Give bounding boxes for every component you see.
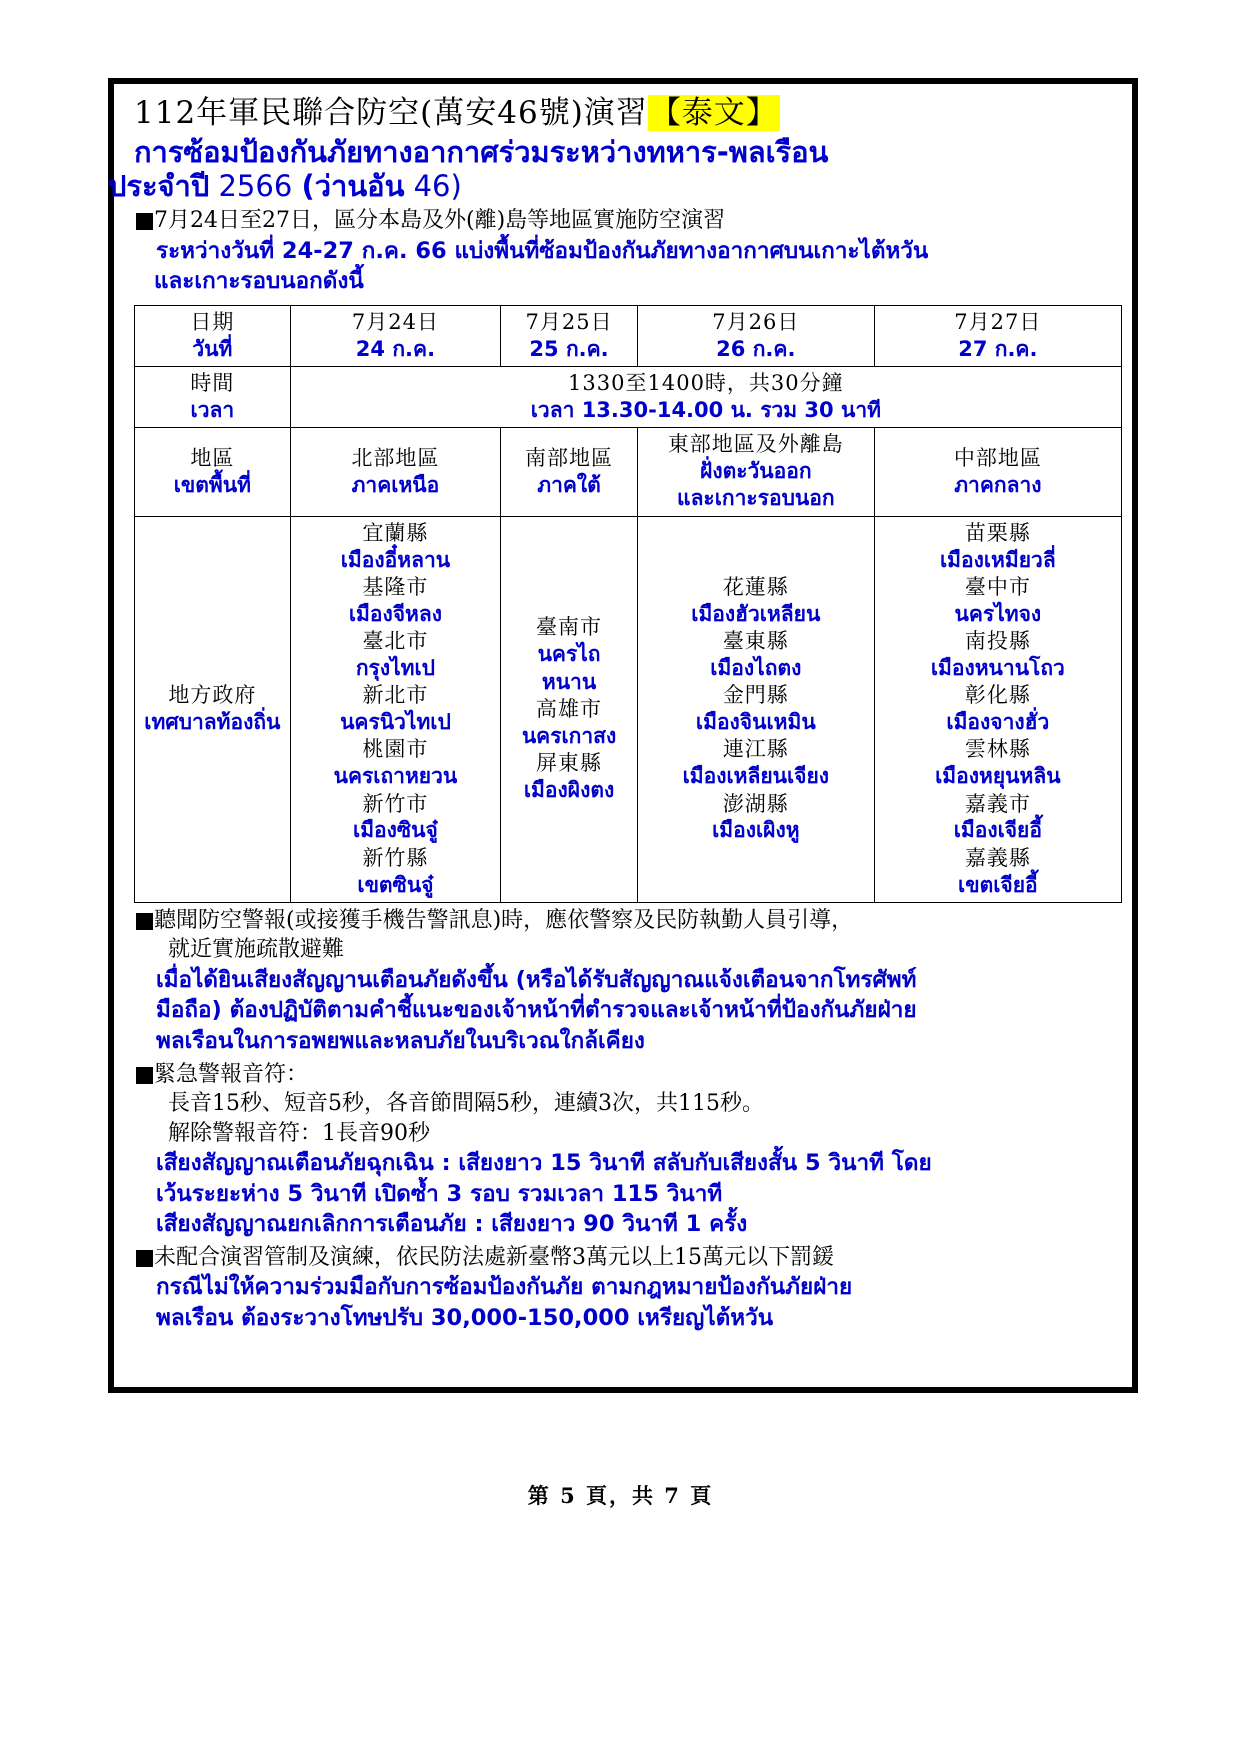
list-item: 連江縣 bbox=[722, 737, 789, 762]
list-item: เมืองหนานโถว bbox=[930, 655, 1065, 680]
region-cell-1-cn: 北部地區 bbox=[351, 445, 440, 470]
penalty-th-line2: พลเรือน ต้องระวางโทษปรับ 30,000-150,000 เหรียญไต้หวัน bbox=[156, 1304, 774, 1331]
date-cell-3-cn: 7月26日 bbox=[712, 309, 800, 334]
list-item: เมืองหยุนหลิน bbox=[935, 764, 1061, 789]
penalty-cn-line1: 未配合演習管制及演練，依民防法處新臺幣3萬元以上15萬元以下罰鍰 bbox=[154, 1244, 834, 1270]
gov-label-cn: 地方政府 bbox=[168, 683, 257, 708]
list-item: หนาน bbox=[541, 669, 597, 694]
list-item: 花蓮縣 bbox=[722, 574, 789, 599]
date-label-cn: 日期 bbox=[190, 309, 235, 334]
tones-cn-line2: 解除警報音符：1長音90秒 bbox=[168, 1120, 430, 1146]
date-cell-1-cn: 7月24日 bbox=[351, 309, 439, 334]
list-item: เมืองฮัวเหลียน bbox=[691, 601, 821, 626]
alarm-cn-line2: 就近實施疏散避難 bbox=[168, 937, 345, 963]
list-item: 新北市 bbox=[362, 683, 429, 708]
gov-cell-south bbox=[501, 516, 638, 902]
table-row-region bbox=[135, 428, 1122, 516]
date-row-label bbox=[135, 305, 291, 366]
date-cell-3 bbox=[637, 305, 874, 366]
title-chinese-text: 112年軍民聯合防空(萬安46號)演習 bbox=[134, 95, 648, 131]
tones-cn-heading: 緊急警報音符： bbox=[154, 1061, 309, 1087]
black-square-bullet-icon bbox=[136, 213, 153, 230]
list-item: เมืองจินเหมิน bbox=[695, 710, 816, 735]
list-item: 宜蘭縣 bbox=[362, 520, 429, 545]
region-cell-2 bbox=[501, 428, 638, 516]
title-thai-wanan-label: (ว่านอัน bbox=[301, 168, 405, 203]
date-cell-4-cn: 7月27日 bbox=[954, 309, 1042, 334]
list-item: 新竹縣 bbox=[362, 845, 429, 870]
list-item: 嘉義縣 bbox=[964, 845, 1031, 870]
region-cell-3-th2: และเกาะรอบนอก bbox=[677, 486, 835, 511]
list-item: 臺南市 bbox=[536, 615, 603, 640]
intro-thai-line1: ระหว่างวันที่ 24-27 ก.ค. 66 แบ่งพื้นที่ซ้อมป้องกันภัยทางอากาศบนเกาะไต้หวัน bbox=[156, 237, 929, 264]
list-item: 嘉義市 bbox=[964, 791, 1031, 816]
list-item: 新竹市 bbox=[362, 791, 429, 816]
penalty-bullet-row bbox=[136, 1243, 1128, 1272]
intro-chinese: 7月24日至27日，區分本島及外(離)島等地區實施防空演習 bbox=[154, 208, 726, 234]
tones-th-line2: เว้นระยะห่าง 5 วินาที เปิดซ้ำ 3 รอบ รวมเวลา 115 วินาที bbox=[156, 1180, 723, 1207]
gov-cell-east bbox=[637, 516, 874, 902]
tones-th-line1: เสียงสัญญาณเตือนภัยฉุกเฉิน : เสียงยาว 15 วินาที สลับกับเสียงสั้น 5 วินาที โดย bbox=[156, 1149, 932, 1176]
time-value-th: เวลา 13.30-14.00 น. รวม 30 นาที bbox=[530, 397, 881, 422]
list-item: เมืองเหลียนเจียง bbox=[682, 764, 830, 789]
content-frame bbox=[108, 78, 1138, 1393]
intro-bullet-row bbox=[136, 206, 1128, 235]
region-cell-4-cn: 中部地區 bbox=[953, 445, 1042, 470]
region-cell-3-cn: 東部地區及外離島 bbox=[667, 432, 844, 457]
list-item: 屏東縣 bbox=[536, 750, 603, 775]
list-item: 臺中市 bbox=[964, 574, 1031, 599]
time-label-th: เวลา bbox=[190, 397, 235, 422]
list-item: นครเกาสง bbox=[521, 723, 617, 748]
region-cell-1-th: ภาคเหนือ bbox=[351, 472, 440, 497]
region-cell-3 bbox=[637, 428, 874, 516]
alarm-th-line3: พลเรือนในการอพยพและหลบภัยในบริเวณใกล้เคียง bbox=[156, 1027, 645, 1054]
list-item: เมืองซินจู๋ bbox=[353, 818, 438, 843]
tones-cn-line1: 長音15秒、短音5秒，各音節間隔5秒，連續3次，共115秒。 bbox=[168, 1091, 764, 1117]
region-cell-4-th: ภาคกลาง bbox=[954, 472, 1042, 497]
black-square-bullet-icon bbox=[136, 1250, 153, 1267]
date-cell-4-th: 27 ก.ค. bbox=[958, 336, 1038, 361]
region-cell-2-th: ภาคใต้ bbox=[537, 472, 601, 497]
table-row-local-government bbox=[135, 516, 1122, 902]
date-cell-2-cn: 7月25日 bbox=[525, 309, 613, 334]
list-item: 苗栗縣 bbox=[964, 520, 1031, 545]
list-item: กรุงไทเป bbox=[355, 655, 436, 680]
title-thai-year-label: ประจำปี bbox=[108, 168, 210, 203]
date-cell-1-th: 24 ก.ค. bbox=[355, 336, 436, 361]
time-value-cn: 1330至1400時，共30分鐘 bbox=[568, 371, 844, 396]
alarm-th-line2: มือถือ) ต้องปฏิบัติตามคำชี้แนะของเจ้าหน้าที่ตำรวจและเจ้าหน้าที่ป้องกันภัยฝ่าย bbox=[156, 997, 917, 1024]
list-item: เมืองอี๋หลาน bbox=[340, 547, 451, 572]
list-item: 彰化縣 bbox=[964, 683, 1031, 708]
list-item: เมืองเหมียวลี่ bbox=[939, 547, 1056, 572]
list-item: 臺東縣 bbox=[722, 629, 789, 653]
list-item: 臺北市 bbox=[362, 629, 429, 653]
list-item: เมืองจีหลง bbox=[348, 601, 443, 626]
region-cell-2-cn: 南部地區 bbox=[525, 445, 614, 470]
gov-list-south bbox=[503, 614, 635, 804]
list-item: เมืองไถตง bbox=[710, 655, 802, 680]
tones-bullet-row bbox=[136, 1060, 1128, 1089]
black-square-bullet-icon bbox=[136, 913, 153, 930]
gov-list-east bbox=[640, 574, 872, 845]
title-thai-line1: การซ้อมป้องกันภัยทางอากาศร่วมระหว่างทหาร-พลเรือน bbox=[134, 134, 829, 169]
region-cell-3-th: ฝั่งตะวันออก bbox=[700, 459, 812, 484]
list-item: นครไทจง bbox=[954, 601, 1042, 626]
region-row-label bbox=[135, 428, 291, 516]
intro-thai-line2: และเกาะรอบนอกดังนี้ bbox=[154, 268, 364, 295]
alarm-cn-line1: 聽聞防空警報(或接獲手機告警訊息)時，應依警察及民防執勤人員引導， bbox=[154, 907, 854, 933]
list-item: 桃園市 bbox=[362, 737, 429, 762]
list-item: 南投縣 bbox=[964, 629, 1031, 653]
tones-th-line3: เสียงสัญญาณยกเลิกการเตือนภัย : เสียงยาว 90 วินาที 1 ครั้ง bbox=[156, 1211, 748, 1238]
list-item: นครนิวไทเป bbox=[340, 710, 451, 735]
gov-cell-north bbox=[290, 516, 500, 902]
date-cell-3-th: 26 ก.ค. bbox=[716, 336, 796, 361]
gov-cell-central bbox=[874, 516, 1121, 902]
alarm-bullet-row bbox=[136, 906, 1128, 935]
date-label-th: วันที่ bbox=[192, 336, 233, 361]
date-cell-1 bbox=[290, 305, 500, 366]
date-cell-2 bbox=[501, 305, 638, 366]
time-label-cn: 時間 bbox=[190, 371, 235, 396]
page-footer: 第 5 頁，共 7 頁 bbox=[527, 1483, 714, 1508]
list-item: เมืองเจียอี้ bbox=[953, 818, 1042, 843]
list-item: 澎湖縣 bbox=[722, 791, 789, 816]
gov-list-north bbox=[293, 520, 498, 899]
list-item: 高雄市 bbox=[536, 696, 603, 721]
time-row-label bbox=[135, 367, 291, 428]
title-thai-year-value: 2566 bbox=[218, 168, 293, 203]
list-item: เมืองจางฮั่ว bbox=[946, 710, 1050, 735]
black-square-bullet-icon bbox=[136, 1067, 153, 1084]
alarm-th-line1: เมื่อได้ยินเสียงสัญญานเตือนภัยดังขึ้น (หรือได้รับสัญญาณแจ้งเตือนจากโทรศัพท์ bbox=[156, 966, 917, 993]
list-item: 雲林縣 bbox=[964, 737, 1031, 762]
date-cell-2-th: 25 ก.ค. bbox=[529, 336, 609, 361]
gov-label-th: เทศบาลท้องถิ่น bbox=[144, 710, 281, 735]
list-item: เมืองผิงตง bbox=[523, 777, 615, 802]
region-cell-1 bbox=[290, 428, 500, 516]
list-item: นครเถาหยวน bbox=[333, 764, 458, 789]
gov-row-label bbox=[135, 516, 291, 902]
title-thai-wanan-number: 46) bbox=[413, 168, 462, 203]
gov-list-central bbox=[877, 520, 1119, 899]
title-language-tag: 【泰文】 bbox=[649, 95, 778, 131]
region-label-cn: 地區 bbox=[190, 445, 235, 470]
title-thai-line2 bbox=[108, 169, 1128, 203]
list-item: เขตเจียอี้ bbox=[958, 872, 1038, 897]
list-item: 基隆市 bbox=[362, 574, 429, 599]
title-chinese bbox=[134, 94, 1128, 133]
list-item: นครไถ bbox=[537, 642, 601, 667]
list-item: 金門縣 bbox=[722, 683, 789, 708]
time-value-cell bbox=[290, 367, 1121, 428]
drill-schedule-table bbox=[134, 305, 1122, 903]
date-cell-4 bbox=[874, 305, 1121, 366]
list-item: เมืองเผิงหู bbox=[712, 818, 800, 843]
region-label-th: เขตพื้นที่ bbox=[173, 472, 251, 497]
list-item: เขตซินจู๋ bbox=[357, 872, 434, 897]
table-row-time bbox=[135, 367, 1122, 428]
penalty-th-line1: กรณีไม่ให้ความร่วมมือกับการซ้อมป้องกันภัย ตามกฎหมายป้องกันภัยฝ่าย bbox=[156, 1274, 853, 1301]
region-cell-4 bbox=[874, 428, 1121, 516]
table-row-date bbox=[135, 305, 1122, 366]
